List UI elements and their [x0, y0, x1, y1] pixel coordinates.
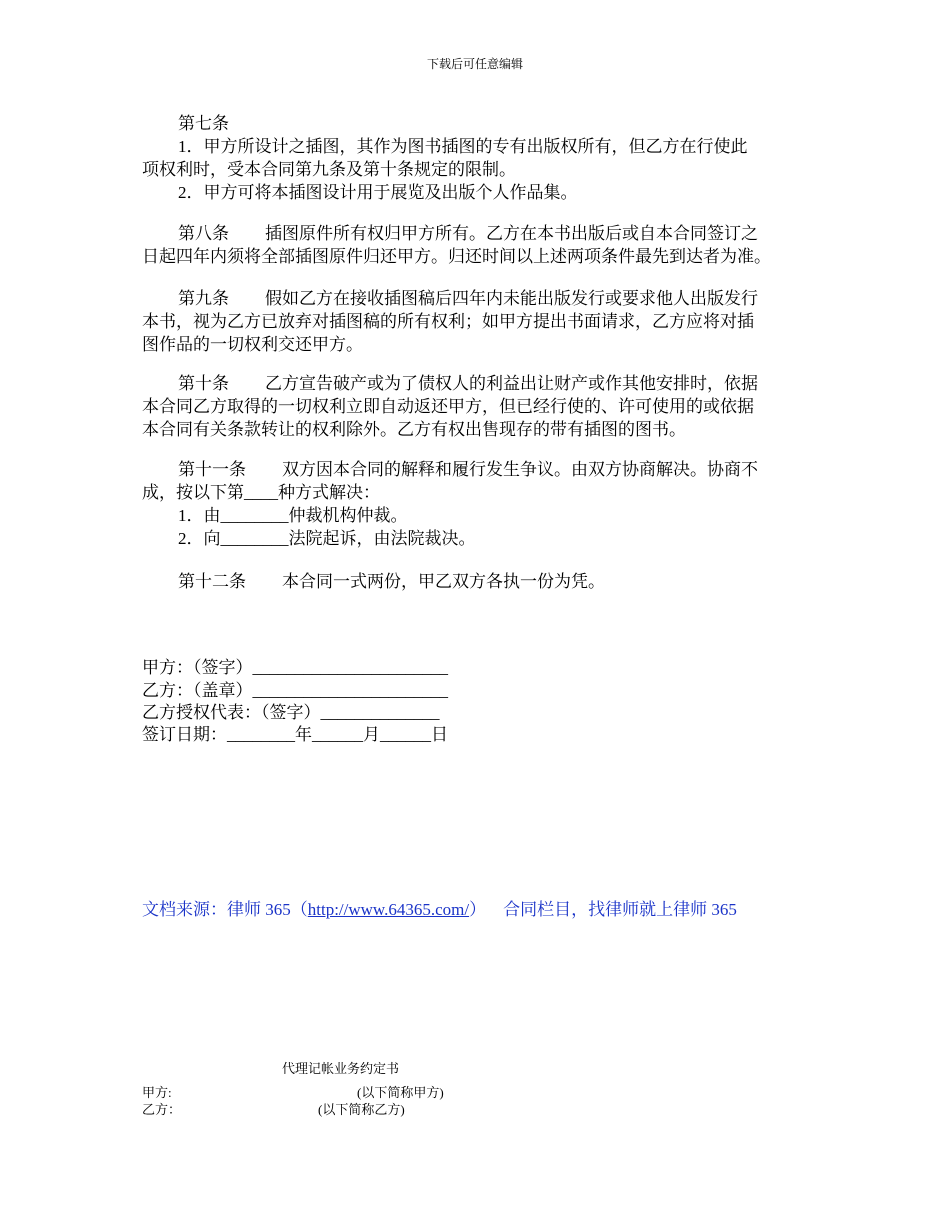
- article-12-line-1: [178, 570, 605, 593]
- page-header: 下载后可任意编辑: [426, 57, 523, 71]
- article-7-item-2: 2．甲方可将本插图设计用于展览及出版个人作品集。: [178, 183, 578, 202]
- article-11-option-2: 2．向________法院起诉，由法院裁决。: [178, 529, 476, 548]
- article-12-text-1: 本合同一式两份，甲乙双方各执一份为凭。: [282, 572, 605, 591]
- article-10-title: 第十条: [178, 374, 229, 393]
- article-9-line-1: [178, 287, 758, 310]
- article-10-line-1: [178, 372, 758, 395]
- article-8-line-2: 日起四年内须将全部插图原件归还甲方。归还时间以上述两项条件最先到达者为准。: [142, 247, 771, 266]
- signature-party-b: 乙方：（盖章）_______________________: [142, 681, 448, 700]
- signing-date: 签订日期：________年______月______日: [142, 725, 448, 744]
- signature-representative: 乙方授权代表：（签字）______________: [142, 703, 440, 722]
- article-11-text-1: 双方因本合同的解释和履行发生争议。由双方协商解决。协商不: [282, 460, 758, 479]
- article-9-text-1: 假如乙方在接收插图稿后四年内未能出版发行或要求他人出版发行: [265, 289, 758, 308]
- next-party-b-label: 乙方：: [142, 1102, 182, 1117]
- article-11-option-1: 1．由________仲裁机构仲裁。: [178, 506, 408, 525]
- article-8-line-1: [178, 222, 758, 245]
- next-party-b-note: (以下简称乙方): [318, 1102, 405, 1117]
- article-8-text-1: 插图原件所有权归甲方所有。乙方在本书出版后或自本合同签订之: [265, 224, 758, 243]
- next-party-a-label: 甲方:: [142, 1085, 172, 1100]
- document-source: [142, 895, 737, 920]
- article-9-line-2: 本书，视为乙方已放弃对插图稿的所有权利；如甲方提出书面请求，乙方应将对插: [142, 312, 754, 331]
- article-10-text-1: 乙方宣告破产或为了债权人的利益出让财产或作其他安排时，依据: [265, 374, 758, 393]
- article-12-title: 第十二条: [178, 572, 246, 591]
- article-11-line-1: [178, 458, 758, 481]
- article-7-title: 第七条: [178, 114, 229, 133]
- next-doc-title: 代理记帐业务约定书: [282, 1061, 400, 1076]
- article-9-line-3: 图作品的一切权利交还甲方。: [142, 335, 363, 354]
- article-7-item-1-line-2: 项权利时，受本合同第九条及第十条规定的限制。: [142, 160, 516, 179]
- article-10-line-2: 本合同乙方取得的一切权利立即自动返还甲方，但已经行使的、许可使用的或依据: [142, 397, 754, 416]
- article-11-line-2: 成，按以下第____种方式解决：: [142, 483, 380, 502]
- article-7-item-1-line-1: 1．甲方所设计之插图，其作为图书插图的专有出版权所有，但乙方在行使此: [178, 137, 748, 156]
- source-suffix: ） 合同栏目，找律师就上律师 365: [469, 900, 737, 919]
- article-8-title: 第八条: [178, 224, 229, 243]
- next-party-a-note: (以下简称甲方): [357, 1085, 444, 1100]
- source-link[interactable]: http://www.64365.com/: [307, 900, 470, 919]
- article-9-title: 第九条: [178, 289, 229, 308]
- source-prefix: 文档来源：律师 365（: [142, 900, 308, 919]
- signature-party-a: 甲方：（签字）_______________________: [142, 658, 448, 677]
- article-11-title: 第十一条: [178, 460, 246, 479]
- article-10-line-3: 本合同有关条款转让的权利除外。乙方有权出售现存的带有插图的图书。: [142, 420, 686, 439]
